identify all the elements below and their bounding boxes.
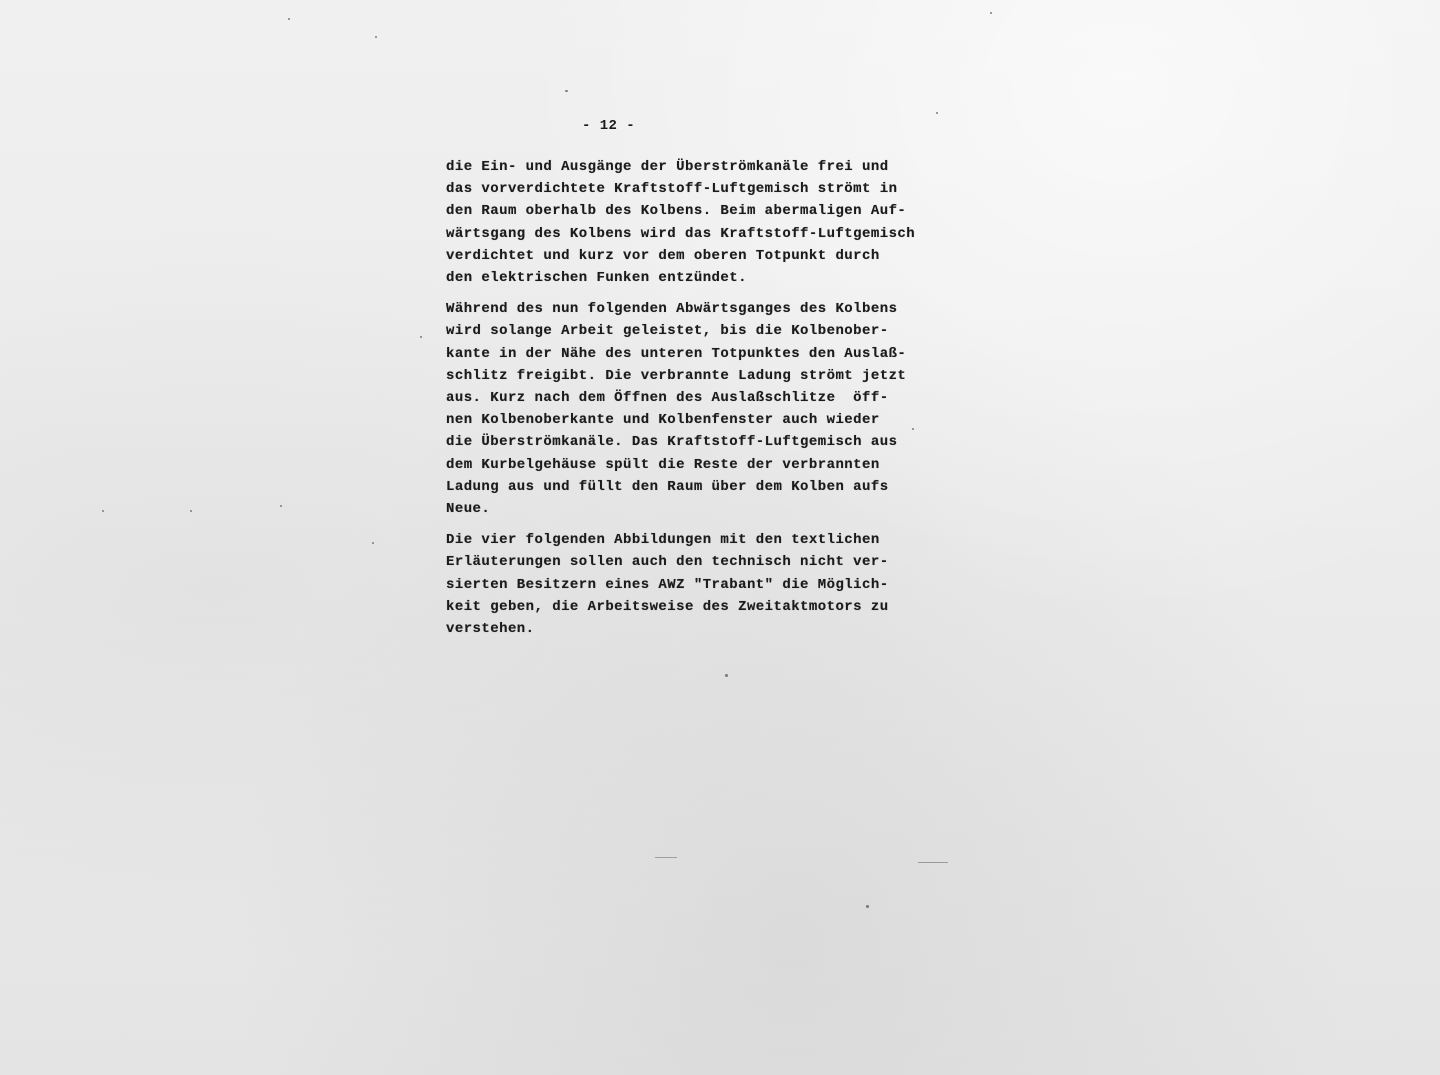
text-line: Neue. — [446, 501, 491, 518]
scan-speck — [866, 905, 869, 908]
text-line: die Ein- und Ausgänge der Überströmkanäle frei und — [446, 159, 889, 175]
page-number: - 12 - — [582, 118, 636, 134]
text-line: keit geben, die Arbeitsweise des Zweitaktmotors zu — [446, 598, 889, 615]
text-line: schlitz freigibt. Die verbrannte Ladung strömt jetzt — [446, 367, 907, 384]
scan-speck — [288, 18, 290, 20]
scan-speck — [565, 90, 568, 92]
scan-speck — [190, 510, 192, 512]
text-line: wird solange Arbeit geleistet, bis die Kolbenober- — [446, 323, 889, 340]
text-line: kante in der Nähe des unteren Totpunktes den Auslaß- — [446, 345, 907, 362]
text-line: den elektrischen Funken entzündet. — [446, 270, 747, 287]
scan-speck — [102, 510, 104, 512]
text-line: wärtsgang des Kolbens wird das Kraftstoff-Luftgemisch — [446, 225, 916, 242]
body-text — [446, 156, 946, 649]
text-line: dem Kurbelgehäuse spült die Reste der verbrannten — [446, 456, 880, 473]
scan-speck — [280, 505, 282, 507]
text-line: aus. Kurz nach dem Öffnen des Auslaßschlitze öff- — [446, 390, 889, 407]
text-line: verstehen. — [446, 621, 535, 638]
scan-speck — [725, 674, 728, 677]
text-line: sierten Besitzern eines AWZ "Trabant" die Möglich- — [446, 576, 889, 593]
scan-speck — [420, 336, 422, 338]
text-line: den Raum oberhalb des Kolbens. Beim abermaligen Auf- — [446, 203, 907, 220]
scan-speck — [912, 428, 914, 430]
text-line: das vorverdichtete Kraftstoff-Luftgemisch strömt in — [446, 181, 898, 198]
paragraph-3 — [446, 529, 946, 640]
scan-speck — [936, 112, 938, 114]
scan-speck — [375, 36, 377, 38]
text-line: Während des nun folgenden Abwärtsganges des Kolbens — [446, 301, 898, 318]
text-line: Die vier folgenden Abbildungen mit den textlichen — [446, 532, 880, 549]
text-line: Ladung aus und füllt den Raum über dem Kolben aufs — [446, 478, 889, 495]
scan-speck — [655, 857, 677, 858]
text-line: verdichtet und kurz vor dem oberen Totpunkt durch — [446, 247, 880, 264]
paragraph-1 — [446, 156, 946, 289]
text-line: Erläuterungen sollen auch den technisch nicht ver- — [446, 554, 889, 571]
text-line: die Überströmkanäle. Das Kraftstoff-Luftgemisch aus — [446, 434, 898, 451]
paragraph-2 — [446, 298, 946, 520]
scan-speck — [372, 542, 374, 544]
scan-speck — [990, 12, 992, 14]
scan-speck — [918, 862, 948, 863]
text-line: nen Kolbenoberkante und Kolbenfenster auch wieder — [446, 412, 880, 429]
